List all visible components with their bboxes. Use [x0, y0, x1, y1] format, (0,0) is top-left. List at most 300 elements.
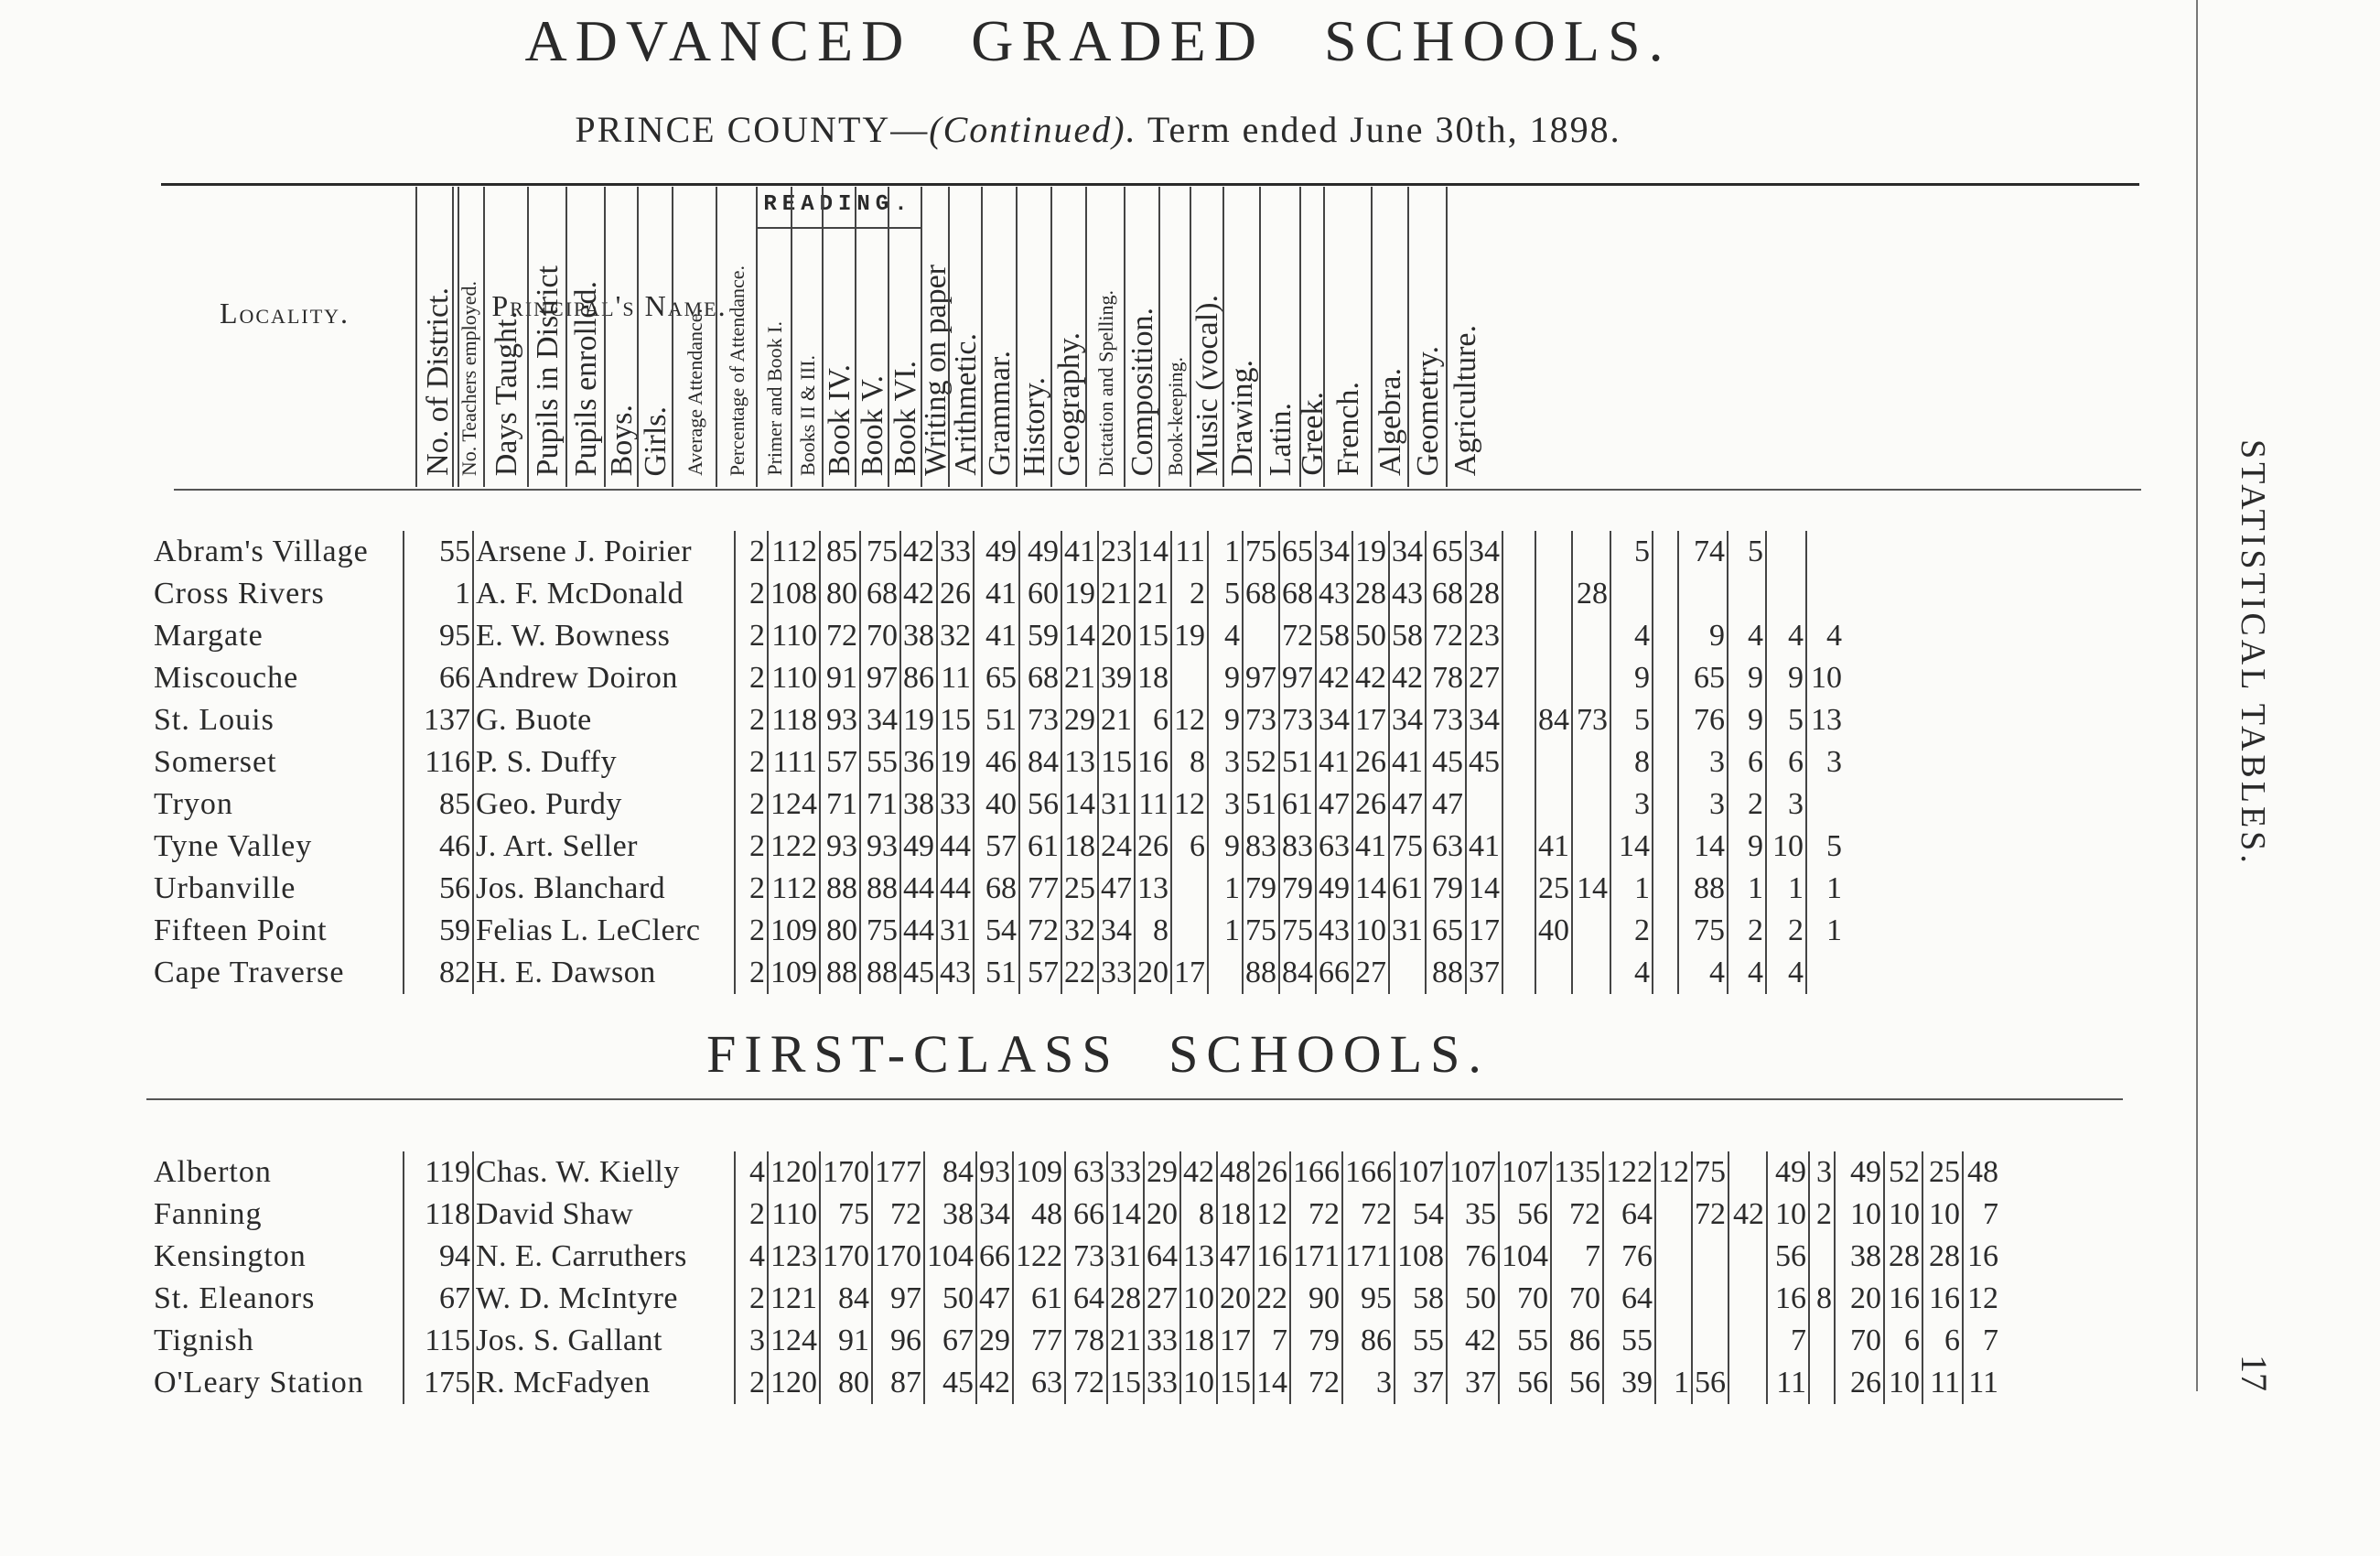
value-cell: 5 — [1208, 573, 1243, 615]
side-label: STATISTICAL TABLES. — [2234, 439, 2272, 867]
value-cell: 97 — [860, 657, 900, 699]
value-cell: 2 — [735, 910, 768, 952]
value-cell: 13 — [1806, 699, 1844, 741]
value-cell: 70 — [1499, 1278, 1551, 1320]
value-cell: 34 — [1466, 699, 1502, 741]
value-cell — [1572, 783, 1610, 826]
value-cell: 28 — [1922, 1236, 1963, 1278]
value-cell: 55 — [1499, 1320, 1551, 1362]
value-cell: 4 — [735, 1236, 768, 1278]
value-cell — [1653, 531, 1678, 573]
district-cell: 66 — [404, 657, 473, 699]
value-cell: 16 — [1135, 741, 1171, 783]
value-cell: 87 — [872, 1362, 924, 1404]
district-cell: 67 — [404, 1278, 473, 1320]
value-cell: 170 — [872, 1236, 924, 1278]
value-cell: 39 — [1098, 657, 1135, 699]
value-cell: 52 — [1884, 1151, 1922, 1194]
district-cell: 116 — [404, 741, 473, 783]
district-cell: 95 — [404, 615, 473, 657]
value-cell: 64 — [1065, 1278, 1107, 1320]
value-cell: 66 — [1065, 1194, 1107, 1236]
value-cell: 1 — [1806, 910, 1844, 952]
value-cell — [1728, 1362, 1767, 1404]
value-cell: 33 — [1107, 1151, 1144, 1194]
locality-cell: St. Louis — [154, 703, 275, 737]
value-cell: 135 — [1551, 1151, 1603, 1194]
value-cell: 4 — [1728, 952, 1766, 994]
header-col-label: Days Taught. — [490, 310, 523, 476]
value-cell: 26 — [1135, 826, 1171, 868]
value-cell: 3 — [1208, 741, 1243, 783]
value-cell: 2 — [1171, 573, 1208, 615]
locality-cell: Tryon — [154, 787, 233, 821]
header-col-17 — [1050, 187, 1087, 487]
value-cell: 56 — [1767, 1236, 1809, 1278]
value-cell: 122 — [1603, 1151, 1655, 1194]
value-cell: 1 — [1208, 868, 1243, 910]
value-cell: 1 — [1208, 910, 1243, 952]
value-cell: 14 — [1107, 1194, 1144, 1236]
value-cell: 34 — [1098, 910, 1135, 952]
value-cell — [1535, 531, 1572, 573]
value-cell: 26 — [1352, 741, 1389, 783]
value-cell: 2 — [1809, 1194, 1835, 1236]
value-cell — [1389, 952, 1426, 994]
value-cell: 70 — [860, 615, 900, 657]
value-cell: 68 — [1279, 573, 1316, 615]
district-cell: 175 — [404, 1362, 473, 1404]
header-col-19 — [1124, 187, 1160, 487]
value-cell: 14 — [1254, 1362, 1290, 1404]
value-cell: 15 — [1107, 1362, 1144, 1404]
value-cell: 15 — [1217, 1362, 1254, 1404]
value-cell — [1572, 910, 1610, 952]
value-cell: 56 — [1551, 1362, 1603, 1404]
header-col-label: Drawing. — [1225, 359, 1259, 476]
value-cell: 15 — [1135, 615, 1171, 657]
value-cell: 72 — [872, 1194, 924, 1236]
value-cell: 27 — [1144, 1278, 1180, 1320]
value-cell — [1655, 1278, 1692, 1320]
header-col-label: Average Attendance. — [684, 308, 706, 476]
value-cell: 9 — [1728, 657, 1766, 699]
header-col-2 — [527, 187, 567, 487]
value-cell: 6 — [1135, 699, 1171, 741]
value-cell — [1653, 952, 1678, 994]
value-cell: 34 — [1466, 531, 1502, 573]
value-cell: 35 — [1447, 1194, 1499, 1236]
value-cell: 75 — [1243, 531, 1279, 573]
value-cell: 109 — [768, 952, 820, 994]
value-cell: 88 — [820, 868, 860, 910]
district-cell: 59 — [404, 910, 473, 952]
header-col-6 — [672, 187, 717, 487]
value-cell — [1502, 826, 1535, 868]
value-cell: 14 — [1135, 531, 1171, 573]
value-cell: 64 — [1603, 1194, 1655, 1236]
header-col-label: Grammar. — [983, 351, 1017, 476]
principal-cell: Felias L. LeClerc — [473, 910, 735, 952]
principal-cell: Geo. Purdy — [473, 783, 735, 826]
value-cell: 84 — [924, 1151, 976, 1194]
value-cell: 85 — [820, 531, 860, 573]
value-cell: 42 — [1180, 1151, 1217, 1194]
value-cell: 18 — [1061, 826, 1098, 868]
value-cell: 6 — [1766, 741, 1806, 783]
header-col-label: Book-keeping. — [1164, 356, 1187, 476]
value-cell: 9 — [1208, 826, 1243, 868]
locality-cell: Margate — [154, 619, 264, 653]
principal-cell: J. Art. Seller — [473, 826, 735, 868]
value-cell: 75 — [1389, 826, 1426, 868]
value-cell: 70 — [1835, 1320, 1884, 1362]
value-cell: 77 — [1013, 1320, 1065, 1362]
value-cell: 78 — [1426, 657, 1466, 699]
value-cell: 29 — [1144, 1151, 1180, 1194]
value-cell: 2 — [735, 699, 768, 741]
value-cell: 49 — [974, 531, 1019, 573]
value-cell: 17 — [1217, 1320, 1254, 1362]
value-cell: 73 — [1572, 699, 1610, 741]
value-cell: 74 — [1678, 531, 1728, 573]
locality-cell: St. Eleanors — [154, 1281, 316, 1315]
value-cell — [1535, 657, 1572, 699]
locality-cell: Miscouche — [154, 661, 299, 695]
value-cell: 9 — [1678, 615, 1728, 657]
value-cell: 75 — [820, 1194, 872, 1236]
header-col-label: History. — [1018, 376, 1051, 476]
value-cell: 41 — [974, 573, 1019, 615]
value-cell — [1572, 615, 1610, 657]
value-cell: 55 — [1603, 1320, 1655, 1362]
page-subtitle — [0, 108, 2196, 151]
value-cell: 5 — [1610, 531, 1653, 573]
value-cell: 18 — [1180, 1320, 1217, 1362]
value-cell: 9 — [1728, 699, 1766, 741]
header-col-1 — [483, 187, 529, 487]
value-cell: 52 — [1243, 741, 1279, 783]
value-cell — [1653, 741, 1678, 783]
value-cell: 93 — [820, 826, 860, 868]
value-cell: 7 — [1551, 1236, 1603, 1278]
page-number: 17 — [2234, 1355, 2275, 1391]
value-cell: 46 — [974, 741, 1019, 783]
value-cell: 79 — [1426, 868, 1466, 910]
value-cell: 63 — [1065, 1151, 1107, 1194]
value-cell: 31 — [1107, 1236, 1144, 1278]
value-cell: 75 — [1678, 910, 1728, 952]
value-cell: 90 — [1290, 1278, 1342, 1320]
value-cell: 50 — [1447, 1278, 1499, 1320]
header-col-label: Book VI. — [888, 361, 922, 476]
value-cell: 50 — [924, 1278, 976, 1320]
header-col-26 — [1371, 187, 1409, 487]
value-cell: 17 — [1352, 699, 1389, 741]
district-cell: 1 — [404, 573, 473, 615]
value-cell: 38 — [1835, 1236, 1884, 1278]
value-cell: 41 — [1352, 826, 1389, 868]
page-title: ADVANCED GRADED SCHOOLS. — [524, 8, 1672, 73]
value-cell: 104 — [1499, 1236, 1551, 1278]
section-rule — [146, 1098, 2123, 1100]
table-row — [154, 1362, 2000, 1404]
value-cell: 120 — [768, 1362, 820, 1404]
value-cell — [1809, 1320, 1835, 1362]
value-cell: 65 — [1426, 531, 1466, 573]
value-cell: 2 — [735, 741, 768, 783]
value-cell: 97 — [872, 1278, 924, 1320]
locality-cell: Urbanville — [154, 871, 296, 905]
table-row — [154, 657, 1844, 699]
value-cell: 59 — [1019, 615, 1061, 657]
value-cell: 68 — [860, 573, 900, 615]
value-cell: 26 — [1254, 1151, 1290, 1194]
value-cell: 44 — [937, 826, 974, 868]
value-cell: 171 — [1290, 1236, 1342, 1278]
value-cell: 78 — [1065, 1320, 1107, 1362]
value-cell: 11 — [1922, 1362, 1963, 1404]
value-cell: 28 — [1466, 573, 1502, 615]
value-cell: 12 — [1963, 1278, 2000, 1320]
value-cell: 48 — [1963, 1151, 2000, 1194]
value-cell: 5 — [1610, 699, 1653, 741]
value-cell: 20 — [1217, 1278, 1254, 1320]
value-cell: 112 — [768, 531, 820, 573]
header-col-27 — [1407, 187, 1448, 487]
value-cell — [1572, 531, 1610, 573]
value-cell — [1535, 952, 1572, 994]
value-cell: 40 — [974, 783, 1019, 826]
header-col-label: Music (vocal). — [1190, 294, 1224, 476]
value-cell — [1653, 868, 1678, 910]
value-cell: 56 — [1692, 1362, 1728, 1404]
value-cell: 2 — [1728, 783, 1766, 826]
value-cell — [1171, 657, 1208, 699]
header-col-label: No. Teachers employed. — [458, 280, 480, 476]
value-cell: 56 — [1499, 1362, 1551, 1404]
header-col-label: Books II & III. — [796, 355, 819, 476]
value-cell: 2 — [1766, 910, 1806, 952]
value-cell: 16 — [1254, 1236, 1290, 1278]
value-cell — [1806, 573, 1844, 615]
value-cell: 4 — [1610, 615, 1653, 657]
value-cell: 93 — [820, 699, 860, 741]
table-row — [154, 531, 1844, 573]
value-cell: 64 — [1603, 1278, 1655, 1320]
value-cell: 15 — [1098, 741, 1135, 783]
column-header-row — [161, 187, 2174, 487]
value-cell: 2 — [735, 657, 768, 699]
header-reading-group: READING. — [763, 192, 913, 217]
header-col-label: Dictation and Spelling. — [1094, 289, 1117, 476]
value-cell — [1502, 699, 1535, 741]
value-cell: 79 — [1290, 1320, 1342, 1362]
principal-cell: Jos. Blanchard — [473, 868, 735, 910]
value-cell — [1572, 952, 1610, 994]
value-cell — [1728, 1236, 1767, 1278]
value-cell: 84 — [1019, 741, 1061, 783]
value-cell: 3 — [1766, 783, 1806, 826]
value-cell: 22 — [1254, 1278, 1290, 1320]
value-cell: 88 — [1243, 952, 1279, 994]
value-cell — [1502, 615, 1535, 657]
value-cell: 68 — [1243, 573, 1279, 615]
value-cell: 11 — [1171, 531, 1208, 573]
value-cell: 4 — [1678, 952, 1728, 994]
value-cell: 86 — [1342, 1320, 1395, 1362]
value-cell: 124 — [768, 783, 820, 826]
value-cell: 19 — [1061, 573, 1098, 615]
district-cell: 46 — [404, 826, 473, 868]
value-cell: 71 — [820, 783, 860, 826]
first-class-schools-table — [154, 1151, 2000, 1404]
value-cell: 16 — [1767, 1278, 1809, 1320]
header-col-label: Pupils in District — [531, 265, 565, 476]
header-col-20 — [1158, 187, 1191, 487]
header-col-25 — [1323, 187, 1373, 487]
value-cell: 65 — [1426, 910, 1466, 952]
value-cell: 9 — [1766, 657, 1806, 699]
value-cell: 14 — [1678, 826, 1728, 868]
value-cell: 61 — [1279, 783, 1316, 826]
value-cell — [1766, 573, 1806, 615]
value-cell: 75 — [1279, 910, 1316, 952]
value-cell: 109 — [1013, 1151, 1065, 1194]
value-cell: 5 — [1766, 699, 1806, 741]
value-cell: 60 — [1019, 573, 1061, 615]
value-cell: 76 — [1603, 1236, 1655, 1278]
value-cell: 42 — [1352, 657, 1389, 699]
principal-cell: H. E. Dawson — [473, 952, 735, 994]
value-cell — [1535, 783, 1572, 826]
value-cell: 9 — [1208, 657, 1243, 699]
value-cell: 28 — [1107, 1278, 1144, 1320]
table-row — [154, 1278, 2000, 1320]
value-cell: 32 — [937, 615, 974, 657]
value-cell: 57 — [820, 741, 860, 783]
value-cell: 79 — [1279, 868, 1316, 910]
value-cell — [1655, 1194, 1692, 1236]
value-cell: 86 — [900, 657, 937, 699]
principal-cell: Arsene J. Poirier — [473, 531, 735, 573]
value-cell: 20 — [1135, 952, 1171, 994]
value-cell: 73 — [1243, 699, 1279, 741]
value-cell: 49 — [900, 826, 937, 868]
value-cell: 72 — [1426, 615, 1466, 657]
value-cell: 45 — [900, 952, 937, 994]
header-principal: Principal's Name. — [491, 289, 727, 322]
header-district-label: No. of District. — [421, 287, 455, 476]
value-cell: 122 — [1013, 1236, 1065, 1278]
value-cell: 4 — [735, 1151, 768, 1194]
value-cell: 51 — [974, 952, 1019, 994]
value-cell: 29 — [976, 1320, 1013, 1362]
value-cell: 14 — [1466, 868, 1502, 910]
value-cell: 11 — [1135, 783, 1171, 826]
value-cell: 28 — [1572, 573, 1610, 615]
value-cell: 73 — [1426, 699, 1466, 741]
table-row — [154, 826, 1844, 868]
header-col-label: Book V. — [856, 374, 889, 476]
value-cell: 17 — [1466, 910, 1502, 952]
header-col-12 — [888, 187, 922, 487]
district-cell: 82 — [404, 952, 473, 994]
value-cell: 110 — [768, 615, 820, 657]
value-cell: 33 — [937, 531, 974, 573]
header-col-0 — [452, 187, 485, 487]
value-cell — [1502, 783, 1535, 826]
value-cell: 17 — [1171, 952, 1208, 994]
value-cell: 9 — [1610, 657, 1653, 699]
value-cell: 108 — [768, 573, 820, 615]
value-cell: 7 — [1963, 1320, 2000, 1362]
value-cell: 11 — [1767, 1362, 1809, 1404]
value-cell: 7 — [1767, 1320, 1809, 1362]
header-bottom-rule — [174, 489, 2141, 491]
value-cell: 44 — [900, 868, 937, 910]
table-row — [154, 699, 1844, 741]
value-cell: 42 — [900, 531, 937, 573]
value-cell: 42 — [1728, 1194, 1767, 1236]
value-cell: 21 — [1107, 1320, 1144, 1362]
value-cell: 8 — [1809, 1278, 1835, 1320]
value-cell: 49 — [1767, 1151, 1809, 1194]
header-col-label: Writing on paper — [919, 265, 953, 476]
value-cell: 4 — [1766, 615, 1806, 657]
principal-cell: Jos. S. Gallant — [473, 1320, 735, 1362]
value-cell: 33 — [937, 783, 974, 826]
value-cell: 171 — [1342, 1236, 1395, 1278]
value-cell — [1655, 1236, 1692, 1278]
value-cell: 41 — [1466, 826, 1502, 868]
value-cell: 51 — [1279, 741, 1316, 783]
value-cell: 2 — [1728, 910, 1766, 952]
value-cell: 75 — [1243, 910, 1279, 952]
value-cell: 83 — [1243, 826, 1279, 868]
subtitle-term: Term ended June 30th, 1898. — [1136, 109, 1621, 150]
value-cell — [1572, 741, 1610, 783]
principal-cell: N. E. Carruthers — [473, 1236, 735, 1278]
value-cell — [1653, 615, 1678, 657]
value-cell: 1 — [1655, 1362, 1692, 1404]
value-cell: 4 — [1728, 615, 1766, 657]
header-col-11 — [855, 187, 889, 487]
value-cell: 75 — [1692, 1151, 1728, 1194]
value-cell — [1692, 1320, 1728, 1362]
value-cell — [1610, 573, 1653, 615]
header-col-28 — [1446, 187, 1484, 487]
value-cell: 10 — [1884, 1194, 1922, 1236]
value-cell: 72 — [1279, 615, 1316, 657]
value-cell: 73 — [1065, 1236, 1107, 1278]
value-cell: 88 — [1678, 868, 1728, 910]
header-col-label: Geometry. — [1411, 345, 1445, 476]
value-cell: 88 — [860, 868, 900, 910]
value-cell — [1653, 699, 1678, 741]
value-cell: 14 — [1572, 868, 1610, 910]
value-cell: 47 — [976, 1278, 1013, 1320]
value-cell — [1502, 573, 1535, 615]
value-cell: 47 — [1316, 783, 1352, 826]
value-cell — [1655, 1320, 1692, 1362]
header-col-label: Percentage of Attendance. — [726, 265, 748, 476]
value-cell: 2 — [735, 783, 768, 826]
value-cell: 13 — [1135, 868, 1171, 910]
value-cell: 8 — [1180, 1194, 1217, 1236]
value-cell — [1653, 783, 1678, 826]
value-cell: 65 — [1678, 657, 1728, 699]
